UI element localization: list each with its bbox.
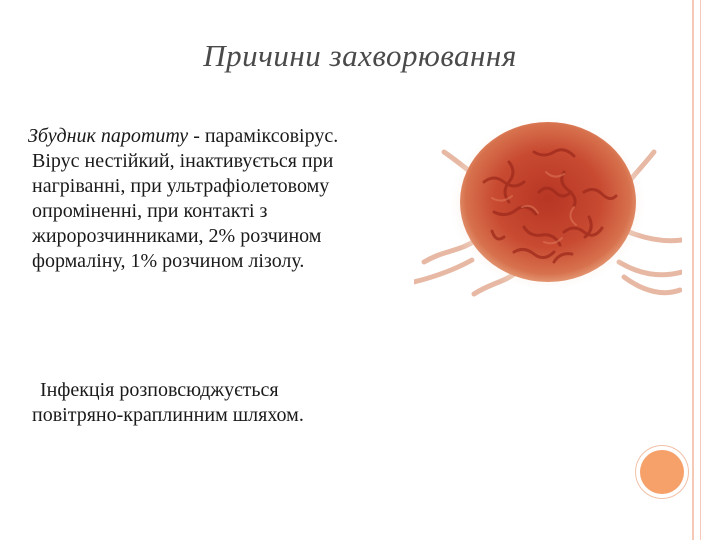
pathogen-term: Збудник паротиту: [28, 125, 189, 147]
paragraph-line: Інфекція розповсюджується: [40, 379, 279, 401]
orange-circle-icon: [640, 450, 684, 494]
paragraph-line: формаліну, 1% розчином лізолу.: [32, 250, 305, 272]
paragraph-line: повітряно-краплинним шляхом.: [32, 404, 304, 426]
frame-right-border-inner: [700, 0, 701, 540]
paragraph-line: [28, 124, 406, 149]
paragraph-line: опроміненні, при контакті з: [32, 200, 268, 222]
pathogen-name: - параміксовірус.: [188, 125, 339, 147]
paragraph-line: Вірус нестійкий, інактивується при: [32, 150, 334, 172]
pathogen-paragraph: [28, 124, 406, 274]
slide-title: Причини захворювання: [203, 38, 517, 73]
frame-right-border: [692, 0, 694, 540]
paragraph-line: нагріванні, при ультрафіолетовому: [32, 175, 330, 197]
paragraph-line: жиророзчинниками, 2% розчином: [32, 225, 322, 247]
transmission-paragraph: [32, 378, 412, 428]
virus-micrograph: [414, 112, 682, 302]
